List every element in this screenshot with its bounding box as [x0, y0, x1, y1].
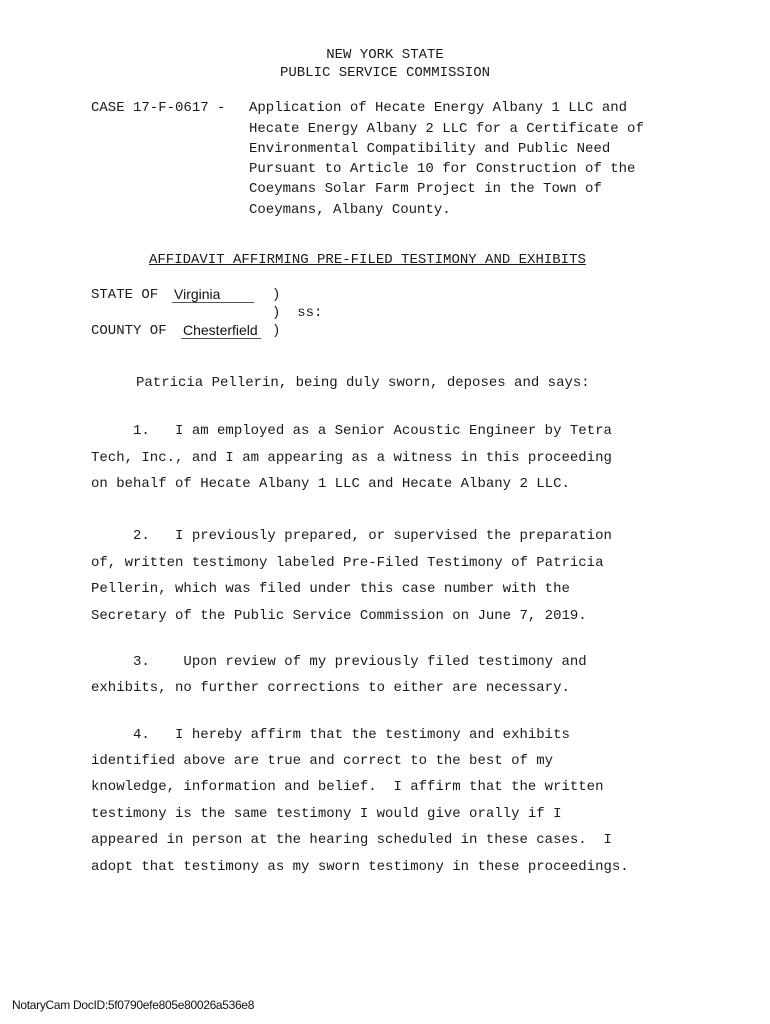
- county-value: Chesterfield: [183, 322, 258, 338]
- document-title: AFFIDAVIT AFFIRMING PRE-FILED TESTIMONY AND EXHIBITS: [149, 252, 586, 268]
- paragraph-line: 3. Upon review of my previously filed testimony and: [91, 654, 587, 670]
- case-caption-line: Application of Hecate Energy Albany 1 LLC and: [249, 100, 628, 116]
- paragraph-line: 4. I hereby affirm that the testimony and exhibits: [91, 727, 570, 743]
- notarycam-docid: NotaryCam DocID:5f0790efe805e80026a536e8: [12, 998, 255, 1012]
- paragraph-line: 1. I am employed as a Senior Acoustic Engineer by Tetra: [91, 423, 612, 439]
- paragraph-line: adopt that testimony as my sworn testimony in these proceedings.: [91, 859, 629, 875]
- case-number: CASE 17-F-0617 -: [91, 100, 226, 116]
- paragraph-line: of, written testimony labeled Pre-Filed Testimony of Patricia: [91, 555, 604, 571]
- county-label: COUNTY OF: [91, 323, 167, 339]
- case-caption-line: Environmental Compatibility and Public Need: [249, 141, 611, 157]
- paragraph-line: on behalf of Hecate Albany 1 LLC and Hecate Albany 2 LLC.: [91, 476, 570, 492]
- header-state: NEW YORK STATE: [326, 47, 444, 63]
- paragraph-line: exhibits, no further corrections to either are necessary.: [91, 680, 570, 696]
- case-caption-line: Coeymans, Albany County.: [249, 202, 451, 218]
- venue-paren-ss: ) ss:: [272, 305, 323, 321]
- state-value: Virginia: [174, 286, 221, 302]
- venue-paren-top: ): [272, 287, 281, 303]
- header-commission: PUBLIC SERVICE COMMISSION: [279, 65, 491, 81]
- paragraph-line: Secretary of the Public Service Commission on June 7, 2019.: [91, 608, 587, 624]
- paragraph-line: identified above are true and correct to the best of my: [91, 753, 554, 769]
- paragraph-line: Pellerin, which was filed under this case number with the: [91, 581, 570, 597]
- state-underline: [172, 302, 254, 303]
- case-caption-line: Coeymans Solar Farm Project in the Town of: [249, 181, 602, 197]
- case-caption-line: Hecate Energy Albany 2 LLC for a Certificate of: [249, 121, 644, 137]
- paragraph-line: Tech, Inc., and I am appearing as a witness in this proceeding: [91, 450, 612, 466]
- paragraph-line: testimony is the same testimony I would give orally if I: [91, 806, 562, 822]
- case-caption-line: Pursuant to Article 10 for Construction of the: [249, 161, 636, 177]
- paragraph-line: knowledge, information and belief. I affirm that the written: [91, 779, 604, 795]
- state-label: STATE OF: [91, 287, 159, 303]
- paragraph-line: 2. I previously prepared, or supervised the preparation: [91, 528, 612, 544]
- venue-paren-bottom: ): [272, 323, 281, 339]
- intro-statement: Patricia Pellerin, being duly sworn, deposes and says:: [136, 375, 590, 391]
- paragraph-line: appeared in person at the hearing scheduled in these cases. I: [91, 832, 612, 848]
- county-underline: [181, 338, 261, 339]
